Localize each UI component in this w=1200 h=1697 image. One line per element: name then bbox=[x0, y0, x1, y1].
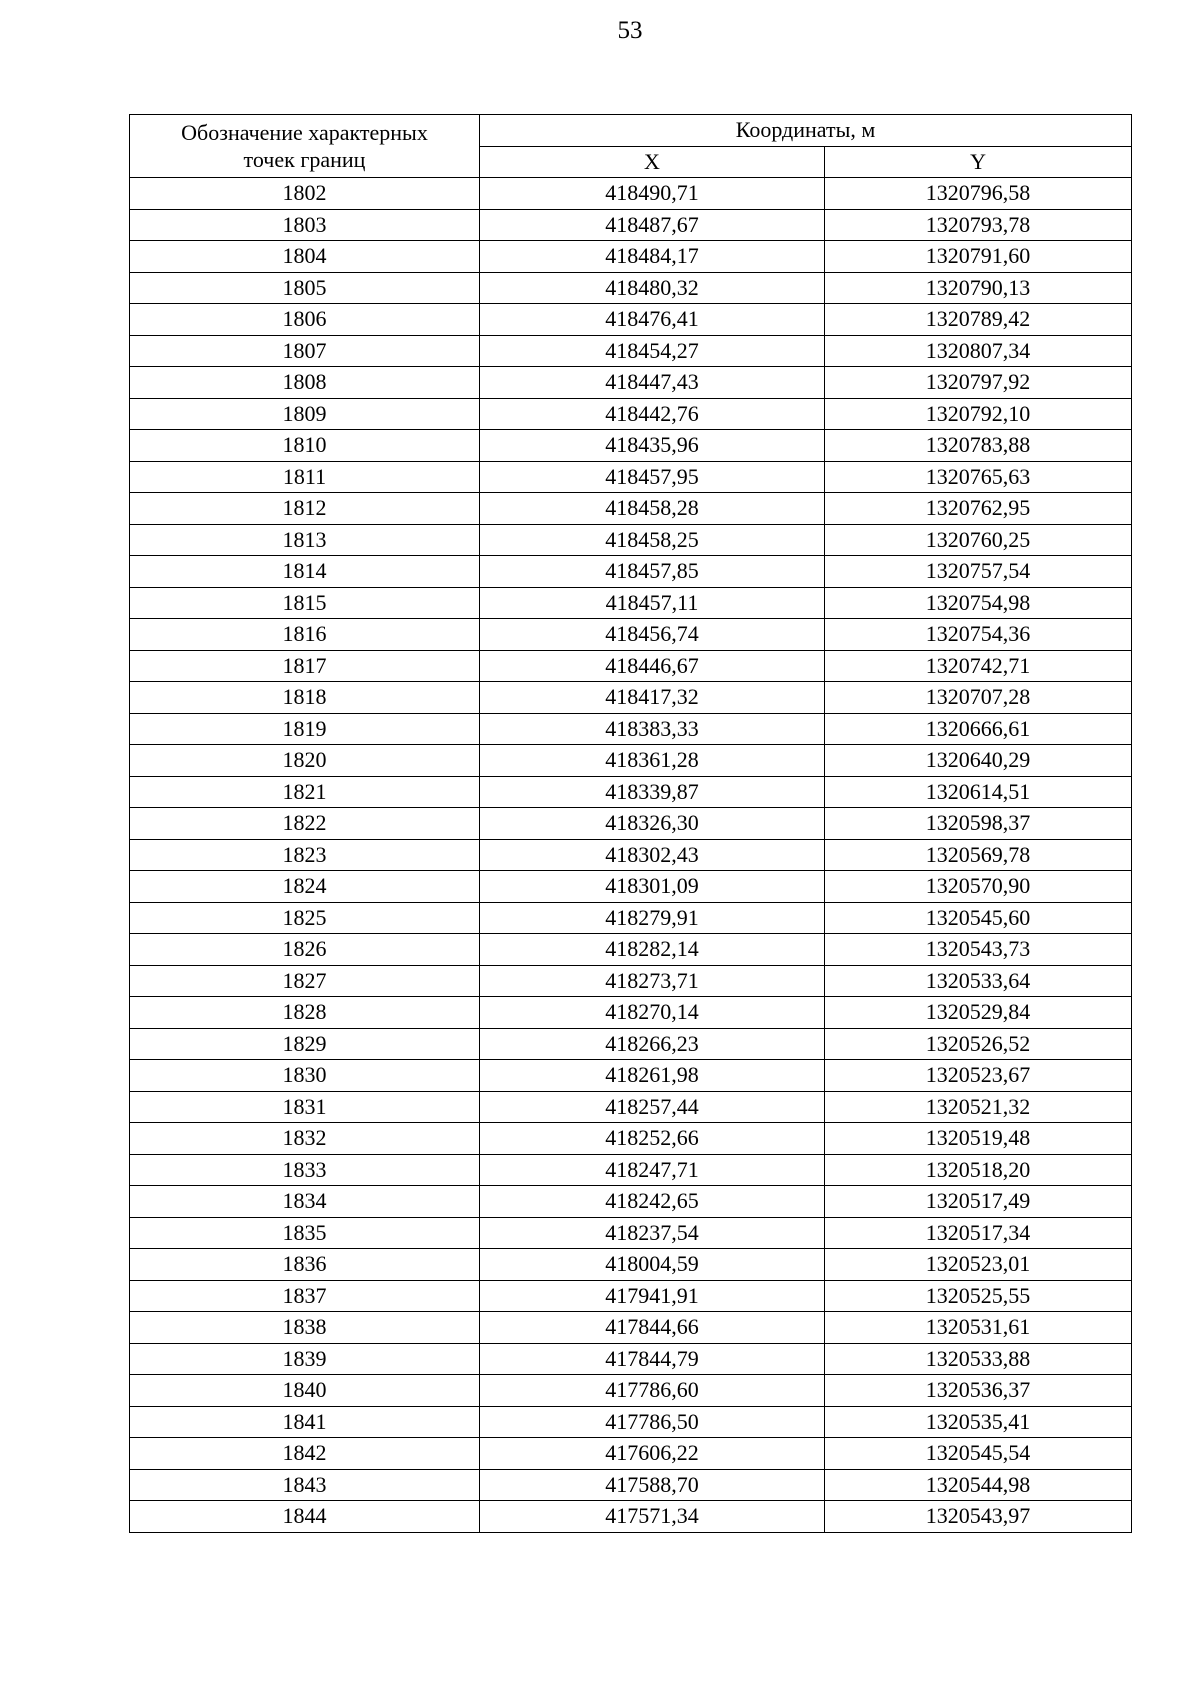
point-id-cell: 1825 bbox=[130, 902, 480, 934]
point-id-cell: 1830 bbox=[130, 1060, 480, 1092]
table-row bbox=[130, 461, 1132, 493]
point-id-cell: 1844 bbox=[130, 1501, 480, 1533]
y-coordinate-cell: 1320754,36 bbox=[825, 619, 1132, 651]
table-row bbox=[130, 272, 1132, 304]
table-row bbox=[130, 1154, 1132, 1186]
table-row bbox=[130, 430, 1132, 462]
x-coordinate-cell: 418326,30 bbox=[480, 808, 825, 840]
y-coordinate-cell: 1320765,63 bbox=[825, 461, 1132, 493]
page-number: 53 bbox=[617, 17, 643, 44]
table-row bbox=[130, 1280, 1132, 1312]
y-coordinate-cell: 1320545,60 bbox=[825, 902, 1132, 934]
x-coordinate-cell: 418242,65 bbox=[480, 1186, 825, 1218]
point-id-cell: 1806 bbox=[130, 304, 480, 336]
point-id-cell: 1818 bbox=[130, 682, 480, 714]
table-row bbox=[130, 745, 1132, 777]
x-coordinate-cell: 418302,43 bbox=[480, 839, 825, 871]
x-coordinate-cell: 418261,98 bbox=[480, 1060, 825, 1092]
table-row bbox=[130, 524, 1132, 556]
point-id-cell: 1821 bbox=[130, 776, 480, 808]
point-id-cell: 1837 bbox=[130, 1280, 480, 1312]
table-row bbox=[130, 808, 1132, 840]
point-id-cell: 1824 bbox=[130, 871, 480, 903]
y-coordinate-cell: 1320517,34 bbox=[825, 1217, 1132, 1249]
table-row bbox=[130, 367, 1132, 399]
x-coordinate-cell: 418446,67 bbox=[480, 650, 825, 682]
point-id-cell: 1831 bbox=[130, 1091, 480, 1123]
y-coordinate-cell: 1320760,25 bbox=[825, 524, 1132, 556]
table-row bbox=[130, 1091, 1132, 1123]
y-coordinate-cell: 1320640,29 bbox=[825, 745, 1132, 777]
x-coordinate-cell: 418442,76 bbox=[480, 398, 825, 430]
x-coordinate-cell: 418361,28 bbox=[480, 745, 825, 777]
x-coordinate-cell: 417588,70 bbox=[480, 1469, 825, 1501]
y-coordinate-cell: 1320545,54 bbox=[825, 1438, 1132, 1470]
point-id-cell: 1827 bbox=[130, 965, 480, 997]
table-row bbox=[130, 335, 1132, 367]
point-id-cell: 1805 bbox=[130, 272, 480, 304]
y-coordinate-cell: 1320666,61 bbox=[825, 713, 1132, 745]
table-row bbox=[130, 178, 1132, 210]
table-row bbox=[130, 682, 1132, 714]
y-coordinate-cell: 1320757,54 bbox=[825, 556, 1132, 588]
point-id-cell: 1808 bbox=[130, 367, 480, 399]
y-coordinate-cell: 1320525,55 bbox=[825, 1280, 1132, 1312]
table-row bbox=[130, 556, 1132, 588]
y-coordinate-cell: 1320533,64 bbox=[825, 965, 1132, 997]
table-header bbox=[130, 115, 1132, 178]
y-coordinate-cell: 1320570,90 bbox=[825, 871, 1132, 903]
table-row bbox=[130, 776, 1132, 808]
x-coordinate-cell: 418435,96 bbox=[480, 430, 825, 462]
y-coordinate-cell: 1320792,10 bbox=[825, 398, 1132, 430]
point-header-line2: точек границ bbox=[243, 147, 366, 172]
point-id-cell: 1811 bbox=[130, 461, 480, 493]
point-id-cell: 1840 bbox=[130, 1375, 480, 1407]
y-coordinate-cell: 1320544,98 bbox=[825, 1469, 1132, 1501]
y-coordinate-cell: 1320793,78 bbox=[825, 209, 1132, 241]
y-coordinate-cell: 1320531,61 bbox=[825, 1312, 1132, 1344]
table-row bbox=[130, 713, 1132, 745]
x-coordinate-cell: 418457,85 bbox=[480, 556, 825, 588]
x-coordinate-cell: 418480,32 bbox=[480, 272, 825, 304]
x-coordinate-cell: 417786,60 bbox=[480, 1375, 825, 1407]
x-coordinate-cell: 418458,28 bbox=[480, 493, 825, 525]
table-row bbox=[130, 902, 1132, 934]
point-id-cell: 1813 bbox=[130, 524, 480, 556]
point-id-cell: 1832 bbox=[130, 1123, 480, 1155]
x-coordinate-cell: 418417,32 bbox=[480, 682, 825, 714]
y-coordinate-cell: 1320754,98 bbox=[825, 587, 1132, 619]
x-coordinate-cell: 418454,27 bbox=[480, 335, 825, 367]
point-id-cell: 1823 bbox=[130, 839, 480, 871]
table-row bbox=[130, 839, 1132, 871]
point-id-cell: 1839 bbox=[130, 1343, 480, 1375]
y-coordinate-cell: 1320518,20 bbox=[825, 1154, 1132, 1186]
x-coordinate-cell: 418282,14 bbox=[480, 934, 825, 966]
x-coordinate-cell: 417786,50 bbox=[480, 1406, 825, 1438]
y-coordinate-cell: 1320783,88 bbox=[825, 430, 1132, 462]
point-id-cell: 1819 bbox=[130, 713, 480, 745]
x-coordinate-cell: 418252,66 bbox=[480, 1123, 825, 1155]
y-coordinate-cell: 1320523,01 bbox=[825, 1249, 1132, 1281]
x-coordinate-cell: 418266,23 bbox=[480, 1028, 825, 1060]
x-coordinate-cell: 418257,44 bbox=[480, 1091, 825, 1123]
x-coordinate-cell: 418458,25 bbox=[480, 524, 825, 556]
coordinates-header: Координаты, м bbox=[480, 115, 1132, 147]
table-row bbox=[130, 1217, 1132, 1249]
x-coordinate-cell: 418383,33 bbox=[480, 713, 825, 745]
y-column-header: Y bbox=[825, 146, 1132, 178]
y-coordinate-cell: 1320797,92 bbox=[825, 367, 1132, 399]
y-coordinate-cell: 1320789,42 bbox=[825, 304, 1132, 336]
point-id-cell: 1836 bbox=[130, 1249, 480, 1281]
y-coordinate-cell: 1320791,60 bbox=[825, 241, 1132, 273]
table-row bbox=[130, 1249, 1132, 1281]
header-row-1 bbox=[130, 115, 1132, 147]
point-id-cell: 1833 bbox=[130, 1154, 480, 1186]
x-coordinate-cell: 418270,14 bbox=[480, 997, 825, 1029]
point-id-cell: 1810 bbox=[130, 430, 480, 462]
y-coordinate-cell: 1320517,49 bbox=[825, 1186, 1132, 1218]
y-coordinate-cell: 1320526,52 bbox=[825, 1028, 1132, 1060]
y-coordinate-cell: 1320543,73 bbox=[825, 934, 1132, 966]
table-row bbox=[130, 1469, 1132, 1501]
table-row bbox=[130, 1406, 1132, 1438]
point-id-cell: 1815 bbox=[130, 587, 480, 619]
point-id-cell: 1822 bbox=[130, 808, 480, 840]
point-id-cell: 1842 bbox=[130, 1438, 480, 1470]
point-id-cell: 1814 bbox=[130, 556, 480, 588]
y-coordinate-cell: 1320543,97 bbox=[825, 1501, 1132, 1533]
table-row bbox=[130, 241, 1132, 273]
y-coordinate-cell: 1320533,88 bbox=[825, 1343, 1132, 1375]
x-coordinate-cell: 418476,41 bbox=[480, 304, 825, 336]
x-coordinate-cell: 418247,71 bbox=[480, 1154, 825, 1186]
table-row bbox=[130, 1186, 1132, 1218]
y-coordinate-cell: 1320707,28 bbox=[825, 682, 1132, 714]
point-id-cell: 1838 bbox=[130, 1312, 480, 1344]
x-coordinate-cell: 418457,11 bbox=[480, 587, 825, 619]
point-id-cell: 1817 bbox=[130, 650, 480, 682]
point-id-cell: 1828 bbox=[130, 997, 480, 1029]
x-coordinate-cell: 418487,67 bbox=[480, 209, 825, 241]
point-header-line1: Обозначение характерных bbox=[181, 120, 428, 145]
y-coordinate-cell: 1320614,51 bbox=[825, 776, 1132, 808]
table-row bbox=[130, 997, 1132, 1029]
table-row bbox=[130, 1501, 1132, 1533]
point-id-cell: 1803 bbox=[130, 209, 480, 241]
x-column-header: X bbox=[480, 146, 825, 178]
point-id-cell: 1812 bbox=[130, 493, 480, 525]
point-id-cell: 1826 bbox=[130, 934, 480, 966]
table-row bbox=[130, 1123, 1132, 1155]
x-coordinate-cell: 418237,54 bbox=[480, 1217, 825, 1249]
table-row bbox=[130, 493, 1132, 525]
table-row bbox=[130, 1312, 1132, 1344]
y-coordinate-cell: 1320519,48 bbox=[825, 1123, 1132, 1155]
x-coordinate-cell: 418339,87 bbox=[480, 776, 825, 808]
y-coordinate-cell: 1320535,41 bbox=[825, 1406, 1132, 1438]
table-row bbox=[130, 209, 1132, 241]
x-coordinate-cell: 418490,71 bbox=[480, 178, 825, 210]
table-row bbox=[130, 1028, 1132, 1060]
table-row bbox=[130, 398, 1132, 430]
x-coordinate-cell: 418273,71 bbox=[480, 965, 825, 997]
x-coordinate-cell: 417844,66 bbox=[480, 1312, 825, 1344]
x-coordinate-cell: 417571,34 bbox=[480, 1501, 825, 1533]
y-coordinate-cell: 1320762,95 bbox=[825, 493, 1132, 525]
y-coordinate-cell: 1320807,34 bbox=[825, 335, 1132, 367]
table-row bbox=[130, 650, 1132, 682]
table-row bbox=[130, 587, 1132, 619]
table-row bbox=[130, 1438, 1132, 1470]
x-coordinate-cell: 417844,79 bbox=[480, 1343, 825, 1375]
x-coordinate-cell: 418447,43 bbox=[480, 367, 825, 399]
point-designation-header bbox=[130, 115, 480, 178]
x-coordinate-cell: 418456,74 bbox=[480, 619, 825, 651]
coordinates-table bbox=[129, 114, 1132, 1533]
x-coordinate-cell: 417606,22 bbox=[480, 1438, 825, 1470]
x-coordinate-cell: 418484,17 bbox=[480, 241, 825, 273]
y-coordinate-cell: 1320790,13 bbox=[825, 272, 1132, 304]
y-coordinate-cell: 1320598,37 bbox=[825, 808, 1132, 840]
y-coordinate-cell: 1320796,58 bbox=[825, 178, 1132, 210]
y-coordinate-cell: 1320521,32 bbox=[825, 1091, 1132, 1123]
x-coordinate-cell: 417941,91 bbox=[480, 1280, 825, 1312]
table-row bbox=[130, 1375, 1132, 1407]
point-id-cell: 1807 bbox=[130, 335, 480, 367]
table-row bbox=[130, 965, 1132, 997]
point-id-cell: 1820 bbox=[130, 745, 480, 777]
point-id-cell: 1829 bbox=[130, 1028, 480, 1060]
point-id-cell: 1835 bbox=[130, 1217, 480, 1249]
point-id-cell: 1804 bbox=[130, 241, 480, 273]
point-id-cell: 1809 bbox=[130, 398, 480, 430]
table-row bbox=[130, 304, 1132, 336]
table-body bbox=[130, 178, 1132, 1533]
y-coordinate-cell: 1320529,84 bbox=[825, 997, 1132, 1029]
table-row bbox=[130, 934, 1132, 966]
x-coordinate-cell: 418279,91 bbox=[480, 902, 825, 934]
y-coordinate-cell: 1320536,37 bbox=[825, 1375, 1132, 1407]
x-coordinate-cell: 418457,95 bbox=[480, 461, 825, 493]
table-row bbox=[130, 1060, 1132, 1092]
y-coordinate-cell: 1320523,67 bbox=[825, 1060, 1132, 1092]
point-id-cell: 1843 bbox=[130, 1469, 480, 1501]
point-id-cell: 1841 bbox=[130, 1406, 480, 1438]
x-coordinate-cell: 418301,09 bbox=[480, 871, 825, 903]
y-coordinate-cell: 1320569,78 bbox=[825, 839, 1132, 871]
table-row bbox=[130, 871, 1132, 903]
point-id-cell: 1802 bbox=[130, 178, 480, 210]
x-coordinate-cell: 418004,59 bbox=[480, 1249, 825, 1281]
table-row bbox=[130, 619, 1132, 651]
point-id-cell: 1816 bbox=[130, 619, 480, 651]
table-row bbox=[130, 1343, 1132, 1375]
y-coordinate-cell: 1320742,71 bbox=[825, 650, 1132, 682]
point-id-cell: 1834 bbox=[130, 1186, 480, 1218]
